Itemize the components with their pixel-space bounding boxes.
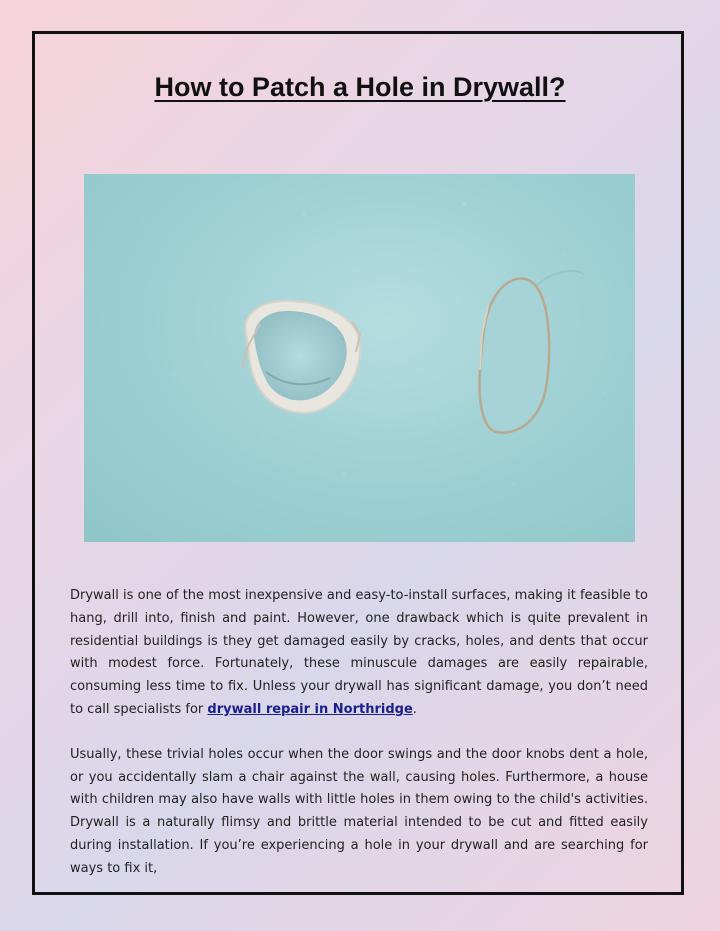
page-title: How to Patch a Hole in Drywall?: [154, 72, 566, 102]
drywall-hole-photo: [84, 174, 635, 542]
paragraph-2: Usually, these trivial holes occur when the door swings and the door knobs dent a hole, or you accidentally slam a chair against the wall, causing holes. Furthermore, a house with children may also have walls with little holes in them owing to the child's activities. Drywall is a naturally flimsy and brittle material intended to be cut and fitted easily during installation. If you’re experiencing a hole in your drywall and are searching for ways to fix it,: [70, 746, 648, 876]
article-body: [70, 585, 648, 903]
paragraph-1-text: Drywall is one of the most inexpensive and easy-to-install surfaces, making it feasible to hang, drill into, finish and paint. However, one drawback which is quite prevalent in residential buildings is they get damaged easily by cracks, holes, and dents that occur with modest force. Fortunately, these minuscule damages are easily repairable, consuming less time to fix. Unless your drywall has significant damage, you don’t need to call specialists for: [70, 588, 648, 717]
paragraph-1-end: .: [412, 701, 417, 717]
drywall-repair-link[interactable]: drywall repair in Northridge: [207, 701, 413, 717]
paragraph-1: [70, 585, 648, 722]
